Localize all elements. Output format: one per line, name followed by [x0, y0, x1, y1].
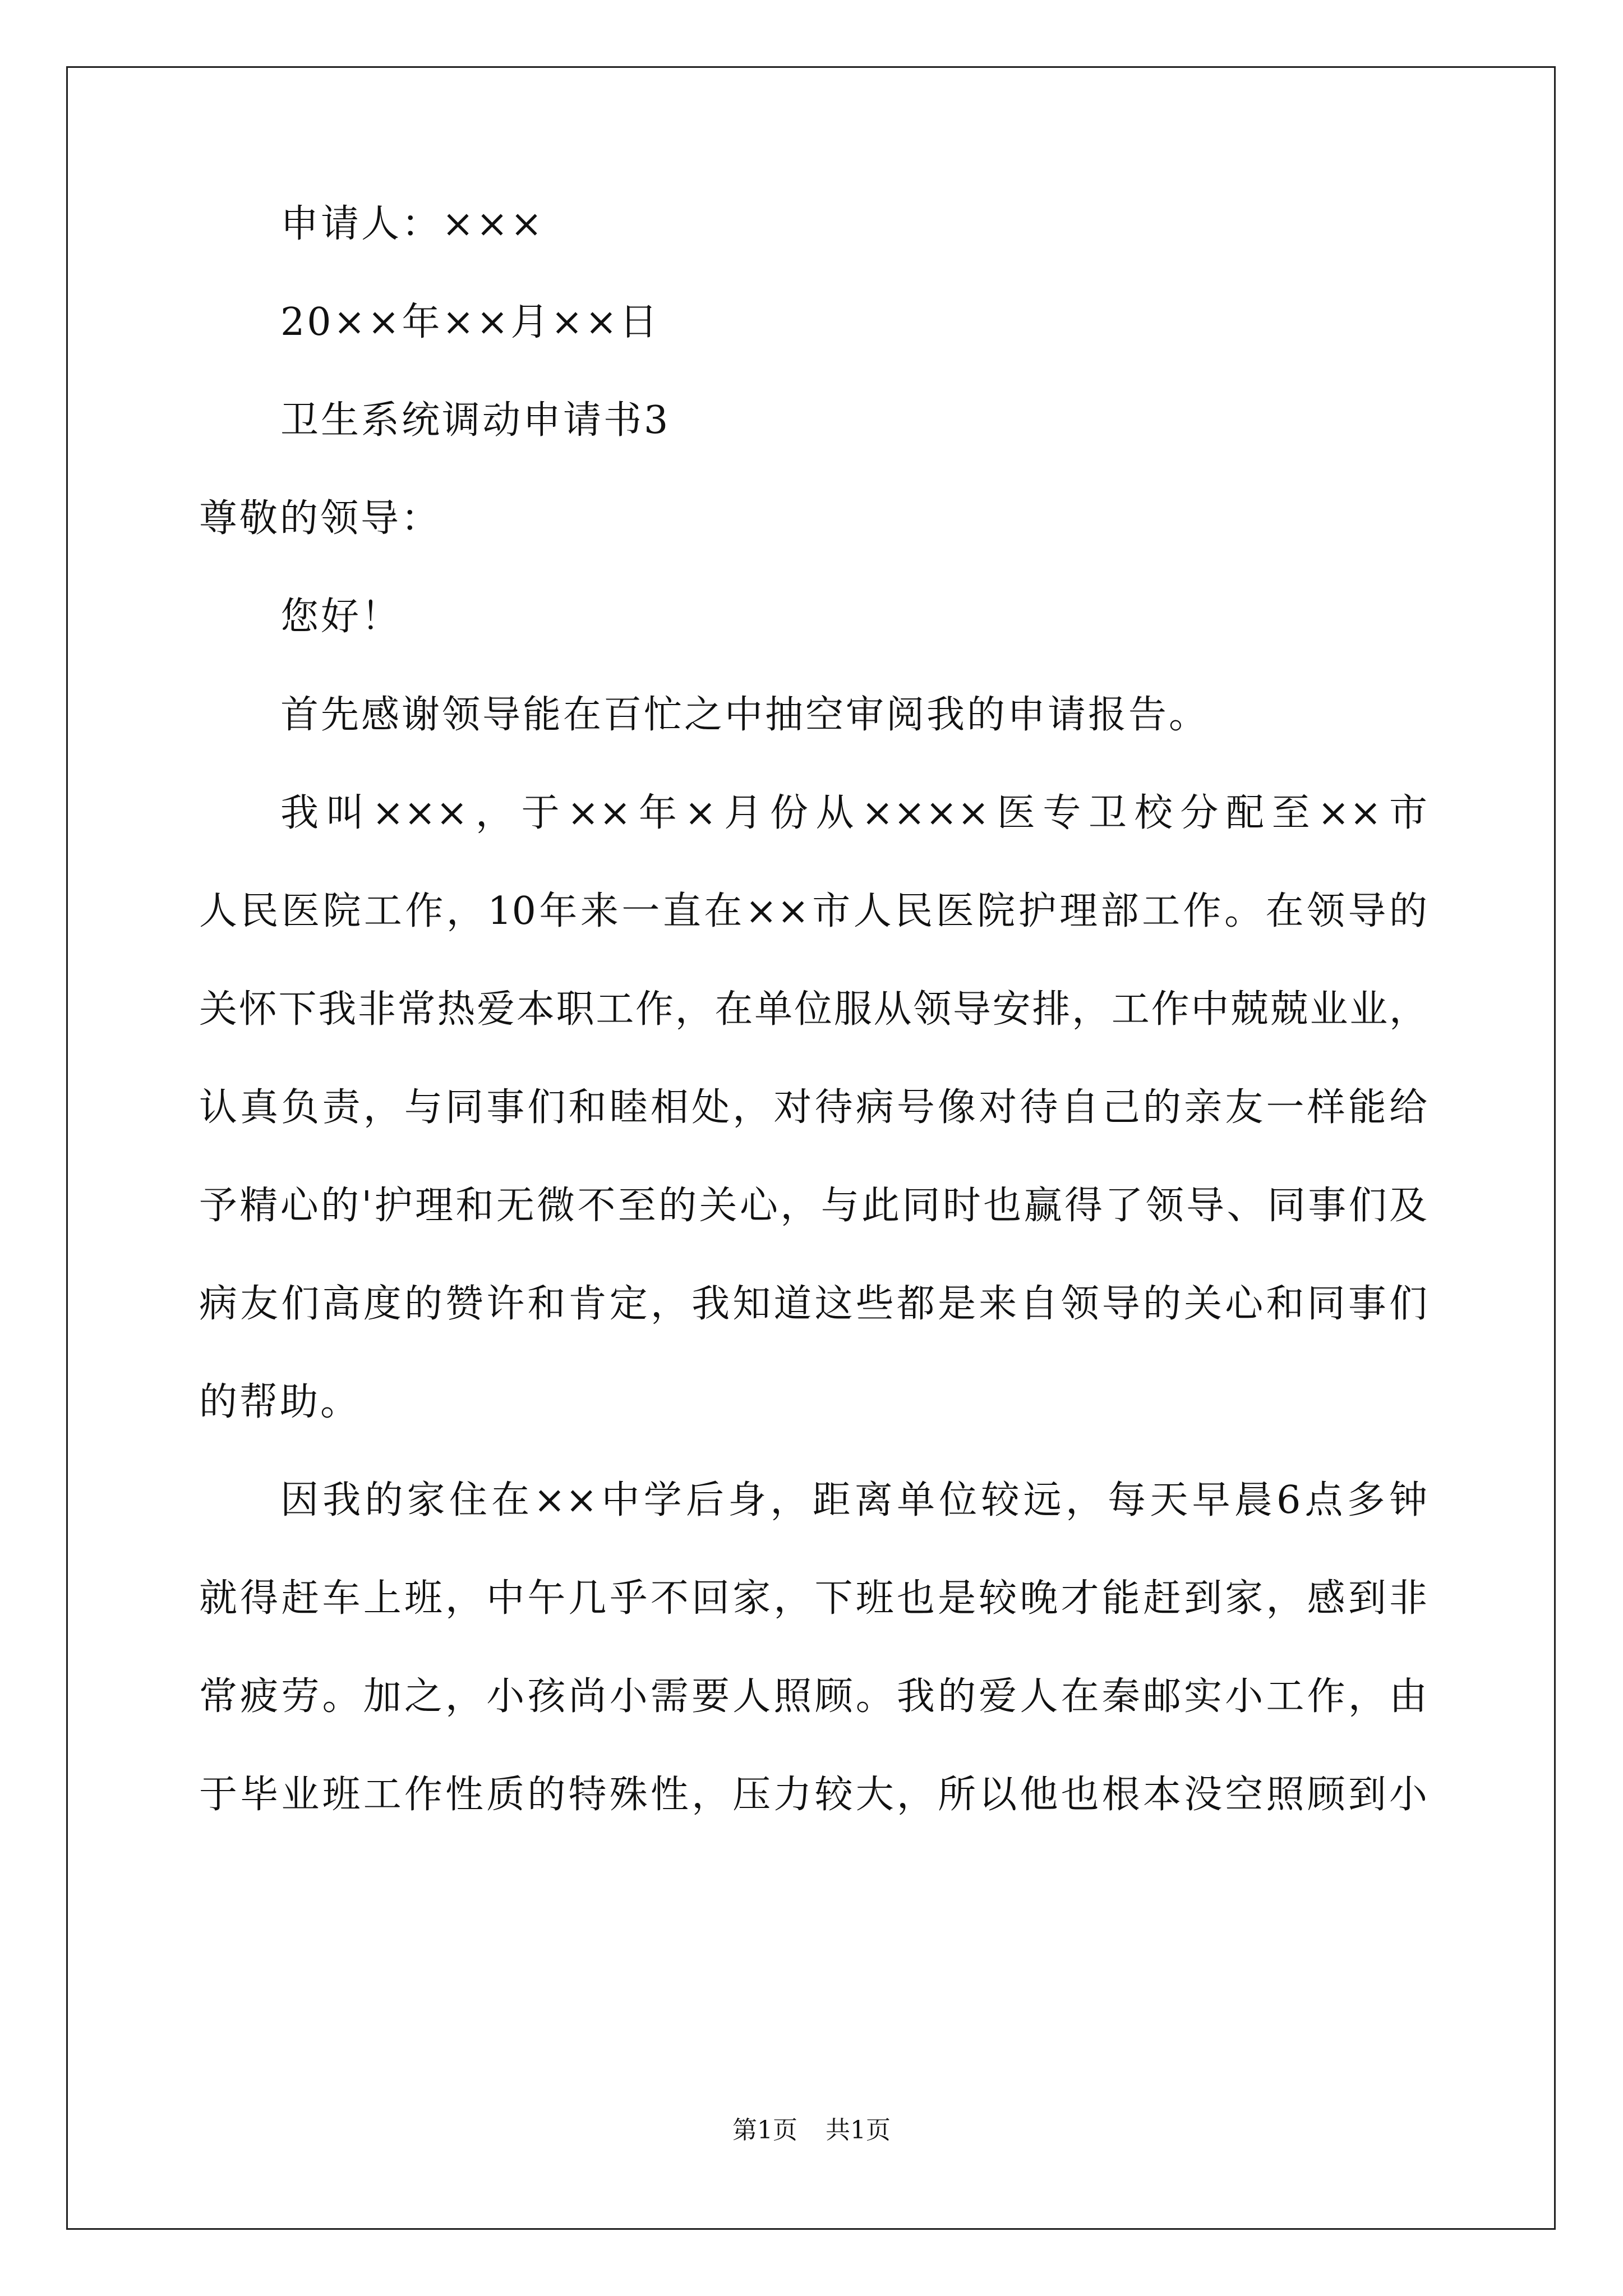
paragraph-line: 我叫×××，于××年×月份从××××医专卫校分配至××市: [280, 791, 1427, 835]
paragraph-line: 因我的家住在××中学后身，距离单位较远，每天早晨6点多钟: [280, 1478, 1427, 1522]
page-border: [66, 66, 1556, 2230]
paragraph-line: 人民医院工作，10年来一直在××市人民医院护理部工作。在领导的: [199, 889, 1427, 933]
paragraph-line: 首先感谢领导能在百忙之中抽空审阅我的申请报告。: [280, 693, 1210, 737]
paragraph-line: 予精心的'护理和无微不至的关心，与此同时也赢得了领导、同事们及: [199, 1184, 1427, 1228]
salutation: 尊敬的领导：: [199, 496, 442, 541]
greeting: 您好！: [280, 595, 402, 639]
applicant-line: 申请人：×××: [280, 202, 545, 246]
page-number: 第1页: [732, 2116, 797, 2145]
paragraph-line: 关怀下我非常热爱本职工作，在单位服从领导安排，工作中兢兢业业，: [199, 987, 1427, 1032]
date-line: 20××年××月××日: [280, 300, 660, 344]
paragraph-line: 的帮助。: [199, 1380, 361, 1424]
paragraph-line: 就得赶车上班，中午几乎不回家，下班也是较晚才能赶到家，感到非: [199, 1576, 1427, 1621]
paragraph-line: 常疲劳。加之，小孩尚小需要人照顾。我的爱人在秦邮实小工作，由: [199, 1674, 1427, 1719]
paragraph-line: 于毕业班工作性质的特殊性，压力较大，所以他也根本没空照顾到小: [199, 1773, 1427, 1817]
paragraph-line: 认真负责，与同事们和睦相处，对待病号像对待自己的亲友一样能给: [199, 1085, 1427, 1130]
document-title: 卫生系统调动申请书3: [280, 398, 671, 443]
paragraph-line: 病友们高度的赞许和肯定，我知道这些都是来自领导的关心和同事们: [199, 1282, 1427, 1326]
page-total: 共1页: [826, 2116, 891, 2145]
page-footer: [0, 2115, 1623, 2146]
